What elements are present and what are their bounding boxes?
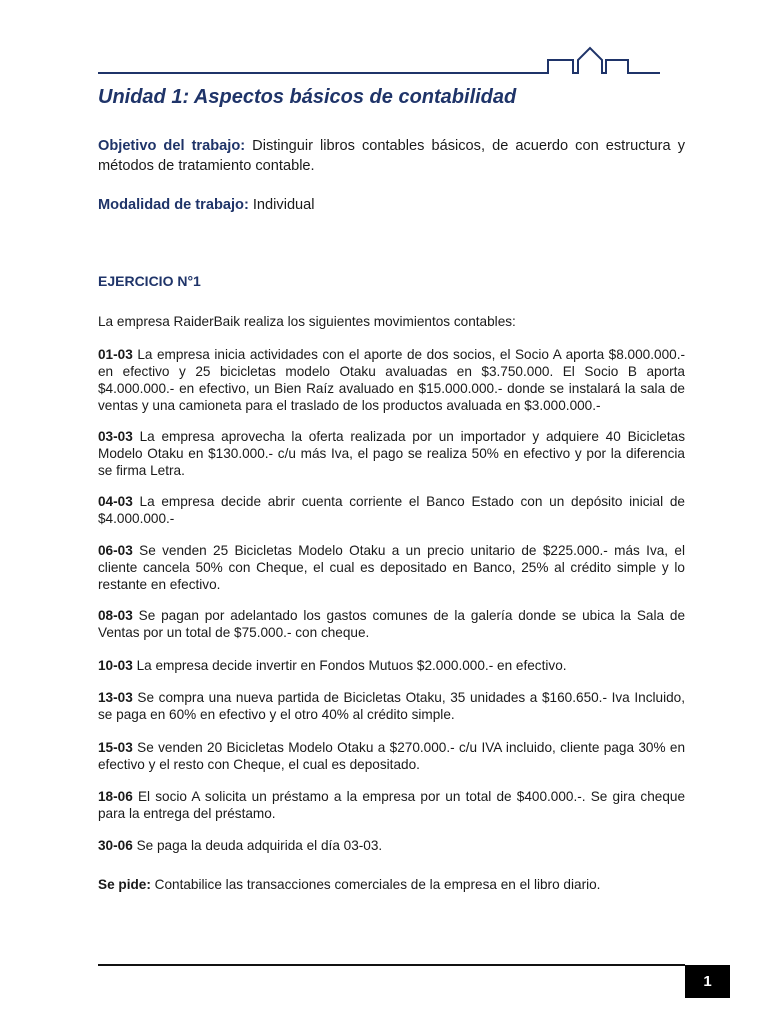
transaction-text: Se pagan por adelantado los gastos comunes de la galería donde se ubica la Sala de Ventas por un total de $75.000.- con cheque. — [98, 608, 685, 640]
objective-section — [98, 136, 685, 176]
modality-section — [98, 195, 685, 215]
transaction-date: 13-03 — [98, 690, 133, 705]
transaction-text: La empresa decide abrir cuenta corriente el Banco Estado con un depósito inicial de $4.000.000.- — [98, 494, 685, 526]
transaction-date: 04-03 — [98, 494, 133, 509]
transaction-item — [98, 657, 685, 674]
transaction-text: Se venden 20 Bicicletas Modelo Otaku a $270.000.- c/u IVA incluido, cliente paga 30% en efectivo y el resto con Cheque, el cual es depositado. — [98, 740, 685, 772]
transaction-item — [98, 428, 685, 479]
transaction-date: 30-06 — [98, 838, 133, 853]
transaction-text: El socio A solicita un préstamo a la empresa por un total de $400.000.-. Se gira cheque para la entrega del préstamo. — [98, 789, 686, 821]
transaction-item — [98, 542, 685, 593]
transaction-date: 18-06 — [98, 789, 133, 804]
page-number-badge: 1 — [685, 965, 730, 998]
transaction-date: 08-03 — [98, 608, 133, 623]
transaction-date: 06-03 — [98, 543, 133, 558]
footer-divider — [98, 964, 685, 966]
transaction-item — [98, 607, 685, 641]
transaction-text: Se venden 25 Bicicletas Modelo Otaku a un precio unitario de $225.000.- más Iva, el cliente cancela 50% con Cheque, el cual es depositado en Banco, 25% al crédito simple y lo restante en efectivo. — [98, 543, 685, 592]
objective-label: Objetivo del trabajo: — [98, 138, 246, 154]
transaction-item — [98, 788, 685, 822]
transaction-date: 10-03 — [98, 658, 133, 673]
transaction-text: Se paga la deuda adquirida el día 03-03. — [136, 838, 383, 853]
transaction-text: La empresa decide invertir en Fondos Mutuos $2.000.000.- en efectivo. — [136, 658, 567, 673]
request-text: Contabilice las transacciones comerciales de la empresa en el libro diario. — [154, 877, 601, 892]
transaction-item — [98, 739, 685, 773]
transaction-item — [98, 493, 685, 527]
exercise-title: EJERCICIO N°1 — [98, 273, 201, 289]
transaction-date: 15-03 — [98, 740, 133, 755]
transaction-item — [98, 837, 685, 854]
transaction-text: La empresa aprovecha la oferta realizada por un importador y adquiere 40 Bicicletas Modelo Otaku en $130.000.- c/u más Iva, el pago se realiza 50% en efectivo y por la diferencia se firma Letra. — [98, 429, 685, 478]
house-roofline-decoration — [98, 40, 663, 80]
request-section — [98, 876, 685, 893]
page-title: Unidad 1: Aspectos básicos de contabilidad — [98, 86, 517, 108]
transaction-item — [98, 689, 685, 723]
transaction-date: 01-03 — [98, 347, 133, 362]
modality-text: Individual — [252, 197, 315, 213]
transaction-text: Se compra una nueva partida de Bicicletas Otaku, 35 unidades a $160.650.- Iva Incluido, se paga en 60% en efectivo y el otro 40% al crédito simple. — [98, 690, 686, 722]
transaction-text: La empresa inicia actividades con el aporte de dos socios, el Socio A aporta $8.000.000.- en efectivo y 25 bicicletas modelo Otaku avaluadas en $3.750.000. El Socio B aporta $4.000.000.- en efectivo, un Bien Raíz avaluado en $15.000.000.- donde se instalará la sala de ventas y una camioneta para el traslado de los productos avaluada en $3.000.000.- — [98, 347, 686, 413]
modality-label: Modalidad de trabajo: — [98, 197, 249, 213]
request-label: Se pide: — [98, 877, 151, 892]
objective-text: Distinguir libros contables básicos, de acuerdo con estructura y métodos de tratamiento contable. — [98, 138, 685, 174]
transaction-date: 03-03 — [98, 429, 133, 444]
intro-text: La empresa RaiderBaik realiza los siguientes movimientos contables: — [98, 314, 516, 329]
transaction-item — [98, 346, 685, 414]
